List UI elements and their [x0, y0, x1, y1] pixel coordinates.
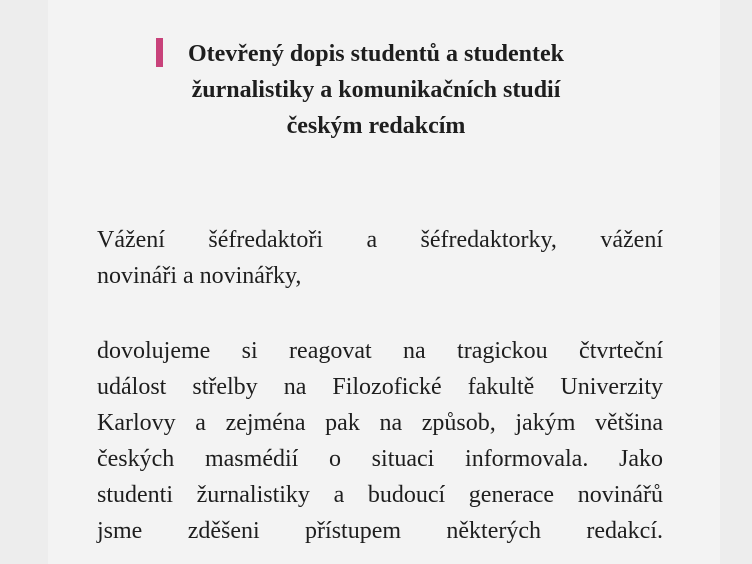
- paragraph-line: dovolujeme si reagovat na tragickou čtvrteční: [97, 338, 663, 364]
- title-line: Otevřený dopis studentů a studentek: [187, 41, 565, 67]
- document-title: [0, 36, 752, 144]
- paragraph-line: Vážení šéfredaktoři a šéfredaktorky, vážení: [97, 227, 663, 253]
- paragraph-line: Karlovy a zejména pak na způsob, jakým většina: [97, 410, 663, 436]
- paragraph-line: událost střelby na Filozofické fakultě Univerzity: [97, 374, 663, 400]
- paragraph-line: studenti žurnalistiky a budoucí generace novinářů: [97, 482, 663, 508]
- title-line: žurnalistiky a komunikačních studií: [191, 77, 561, 103]
- paragraph-line: jsme zděšeni přístupem některých redakcí.: [97, 518, 663, 544]
- body-paragraph: [97, 333, 663, 549]
- greeting-paragraph: [97, 222, 663, 294]
- paragraph-line: novináři a novinářky,: [97, 263, 302, 289]
- title-line: českým redakcím: [286, 113, 466, 139]
- paragraph-line: českých masmédií o situaci informovala. Jako: [97, 446, 663, 472]
